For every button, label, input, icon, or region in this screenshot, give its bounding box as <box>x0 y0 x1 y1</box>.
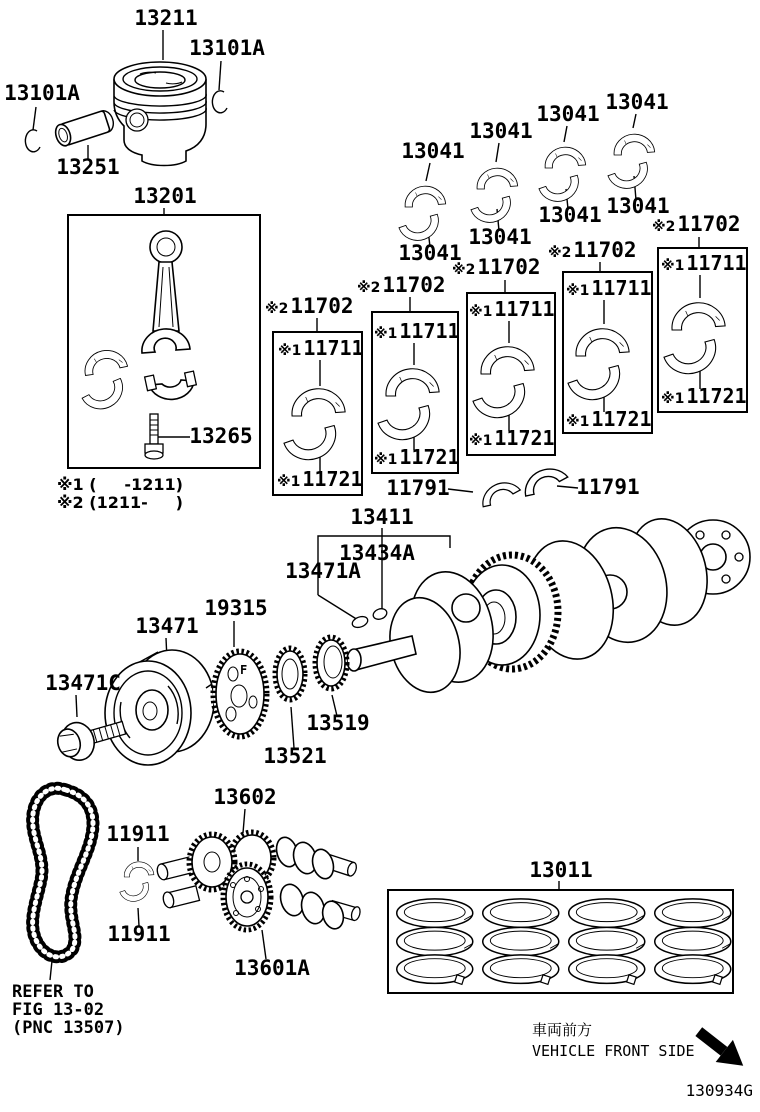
label-13041-3t[interactable]: 13041 <box>536 102 600 126</box>
idle-sprocket-drawing <box>315 637 347 689</box>
label-13602[interactable]: 13602 <box>213 785 277 809</box>
label-13471[interactable]: 13471 <box>135 614 199 638</box>
label-11721-5[interactable]: ※1 11721 <box>661 384 747 408</box>
label-11911-b[interactable]: 11911 <box>107 922 171 946</box>
label-13434a[interactable]: 13434A <box>339 541 415 565</box>
label-13101a-left[interactable]: 13101A <box>4 81 80 105</box>
label-11702-4[interactable]: ※211702 <box>548 238 637 262</box>
refer-note-line1: REFER TO <box>12 982 94 1002</box>
label-13251[interactable]: 13251 <box>56 155 120 179</box>
label-13411[interactable]: 13411 <box>350 505 414 529</box>
label-19315[interactable]: 19315 <box>204 596 268 620</box>
label-11721-3[interactable]: ※1 11721 <box>469 426 555 450</box>
label-11711-4[interactable]: ※1 11711 <box>566 276 652 300</box>
timing-gear-drawing <box>213 651 267 737</box>
label-13041-1b[interactable]: 13041 <box>398 241 462 265</box>
label-13101a-right[interactable]: 13101A <box>189 36 265 60</box>
label-13471a[interactable]: 13471A <box>285 559 361 583</box>
label-13041-2t[interactable]: 13041 <box>469 119 533 143</box>
label-13041-1t[interactable]: 13041 <box>401 139 465 163</box>
refer-note-line2: FIG 13-02 <box>12 1000 105 1020</box>
label-11711-1[interactable]: ※1 11711 <box>278 336 364 360</box>
label-11702-1[interactable]: ※211702 <box>265 294 354 318</box>
label-13011[interactable]: 13011 <box>529 858 593 882</box>
label-13519[interactable]: 13519 <box>306 711 370 735</box>
label-13041-4b[interactable]: 13041 <box>606 194 670 218</box>
label-11702-3[interactable]: ※211702 <box>452 255 541 279</box>
label-11702-5[interactable]: ※211702 <box>652 212 741 236</box>
label-11791-right[interactable]: 11791 <box>576 475 640 499</box>
label-13521[interactable]: 13521 <box>263 744 327 768</box>
label-13265[interactable]: 13265 <box>189 424 253 448</box>
label-11711-2[interactable]: ※1 11711 <box>374 319 460 343</box>
label-13201[interactable]: 13201 <box>133 184 197 208</box>
crank-sprocket-drawing <box>275 648 305 700</box>
label-13601a[interactable]: 13601A <box>234 956 310 980</box>
label-11791-left[interactable]: 11791 <box>386 476 450 500</box>
label-13041-2b[interactable]: 13041 <box>468 225 532 249</box>
label-13041-4t[interactable]: 13041 <box>605 90 669 114</box>
label-13211[interactable]: 13211 <box>134 6 198 30</box>
label-11721-1[interactable]: ※1 11721 <box>277 467 363 491</box>
label-11911-t[interactable]: 11911 <box>106 822 170 846</box>
front-side-label-jp: 車両前方 <box>532 1021 593 1039</box>
label-11702-2[interactable]: ※211702 <box>357 273 446 297</box>
label-11721-4[interactable]: ※1 11721 <box>566 407 652 431</box>
label-13041-3b[interactable]: 13041 <box>538 203 602 227</box>
front-side-label-en: VEHICLE FRONT SIDE <box>532 1042 695 1060</box>
diagram-code: 130934G <box>685 1081 753 1100</box>
label-11711-3[interactable]: ※1 11711 <box>469 297 555 321</box>
gear-f-mark: F <box>240 663 248 677</box>
label-13471c[interactable]: 13471C <box>45 671 121 695</box>
label-11721-2[interactable]: ※1 11721 <box>374 445 460 469</box>
refer-note-line3: (PNC 13507) <box>12 1018 125 1038</box>
footnote-ref1: ※1 ( -1211) <box>57 475 183 494</box>
label-11711-5[interactable]: ※1 11711 <box>661 251 747 275</box>
footnote-ref2: ※2 (1211- ) <box>57 493 183 512</box>
